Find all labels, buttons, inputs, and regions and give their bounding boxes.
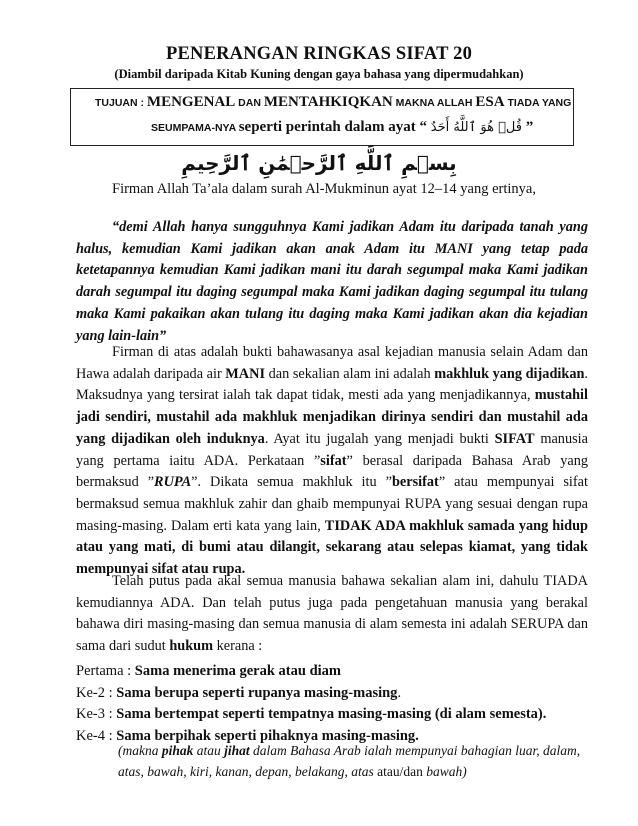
firman-paragraph [76, 342, 588, 581]
bismillah-calligraphy: بِسۡمِ ٱللَّهِ ٱلرَّحۡمَٰنِ ٱلرَّحِيمِ [181, 151, 457, 175]
paragraph-text: Telah putus pada akal semua manusia bahawa sekalian alam ini, dahulu TIADA kemudiannya ADA. Dan telah putus juga pada pengetahuan manusia yang berakal bahawa diri masing-masing dan semua manusia di alam semesta ini adalah SERUPA dan sama dari sudut [76, 573, 588, 655]
quote-text: “demi Allah hanya sungguhnya Kami jadikan Adam itu daripada tanah yang halus, kemudian Kami jadikan akan anak Adam itu MANI yang tetap pada ketetapannya kemudian Kami jadikan mani itu darah segumpal maka Kami jadikan darah segumpal itu daging segumpal maka Kami jadikan daging segumpal itu tulang maka Kami pakaikan akan tulang itu daging maka Kami jadikan akan dia kejadian yang lain-lain” [76, 219, 588, 344]
objective-label: TUJUAN : [95, 97, 147, 109]
objective-word-mentahkiqkan: MENTAHKIQKAN [263, 94, 393, 110]
paragraph-text: . Ayat itu jugalah yang menjadi bukti [264, 430, 495, 447]
bold-text: makhluk yang dijadikan [434, 365, 585, 382]
paragraph-text: ” atau mempunyai sifat bermaksud semua makhluk zahir dan ghaib mempunyai RUPA yang sesuai dengan rupa masing-masing. Dalam erti kata yang lain, [76, 474, 588, 534]
paragraph-text: manusia yang pertama iaitu ADA. Perkataan ” [76, 430, 588, 469]
objective-text-serif: seperti perintah dalam ayat “ [238, 119, 431, 135]
bold-text: hukum [169, 638, 214, 655]
note-bold-text: jihat [224, 743, 250, 758]
list-item [76, 704, 596, 726]
objective-box [70, 88, 574, 146]
list-item-text: Sama berpihak seperti pihaknya masing-masing. [116, 728, 419, 745]
bold-text: sifat [320, 452, 347, 469]
paragraph-text: ”. Dikata semua makhluk itu ” [191, 474, 392, 491]
objective-line-1 [95, 94, 571, 111]
list-item-prefix: Ke-2 : [76, 684, 117, 701]
list-item [76, 683, 596, 705]
objective-text: DAN [235, 97, 264, 109]
similarity-list [76, 661, 596, 748]
paragraph-text: ” berasal daripada Bahasa Arab yang bermaksud ” [76, 452, 588, 491]
paragraph-text: . Maksudnya yang tersirat ialah tak dapat tidak, mesti ada yang menjadikannya, [76, 365, 588, 404]
paragraph-text: dan sekalian alam ini adalah [265, 365, 435, 382]
list-item-prefix: Ke-4 : [76, 728, 117, 745]
objective-text: SEUMPAMA-NYA [151, 122, 239, 134]
quote-paragraph [76, 217, 588, 347]
list-item-text: Sama berupa seperti rupanya masing-masing [116, 684, 398, 701]
note-bold-text: pihak [161, 743, 194, 758]
objective-word-esa: ESA [475, 94, 505, 110]
bold-text: bersifat [391, 474, 439, 491]
intro-paragraph: Firman Allah Ta’ala dalam surah Al-Mukminun ayat 12–14 yang ertinya, [112, 181, 536, 197]
paragraph-text: Firman di atas adalah bukti bahawasanya asal kejadian manusia selain Adam dan Hawa adalah daripada air [76, 344, 588, 382]
objective-text: TIADA YANG [504, 97, 572, 109]
bold-text: TIDAK ADA makhluk samada yang hidup atau yang mati, di bumi atau dilangit, sekarang atau selepas kiamat, yang tidak mempunyai sifat atau rupa. [76, 517, 589, 578]
definition-note [118, 740, 588, 782]
document-title: PENERANGAN RINGKAS SIFAT 20 [165, 44, 473, 64]
closing-quote: ” [521, 119, 534, 135]
note-text: bawah) [422, 764, 467, 779]
note-plain-text: atau/dan [377, 764, 423, 779]
list-item-suffix: . [397, 684, 402, 701]
list-item-prefix: Ke-3 : [76, 706, 117, 723]
list-item-prefix: Pertama : [76, 663, 135, 679]
paragraph-text: kerana : [213, 638, 263, 655]
bold-text: mustahil jadi sendiri, mustahil ada makhluk menjadikan dirinya sendiri dan mustahil ada yang dijadikan oleh induknya [76, 387, 588, 447]
bold-italic-text: RUPA [154, 474, 192, 491]
list-item-text: Sama menerima gerak atau diam [134, 663, 341, 679]
objective-line-2 [151, 119, 533, 136]
telah-paragraph [76, 571, 588, 658]
objective-text: MAKNA ALLAH [392, 97, 476, 109]
bold-text: MANI [225, 365, 266, 382]
objective-word-mengenal: MENGENAL [146, 94, 236, 110]
document-subtitle: (Diambil daripada Kitab Kuning dengan gaya bahasa yang dipermudahkan) [114, 67, 524, 81]
note-text: dalam Bahasa Arab ialah mempunyai bahagian luar, dalam, atas, bawah, kiri, kanan, depan, belakang, atas [118, 743, 581, 779]
note-text: atau [193, 743, 225, 758]
arabic-verse: قُلۡ هُوَ ٱللَّهُ أَحَدٌ [430, 120, 522, 135]
list-item-text: Sama bertempat seperti tempatnya masing-masing (di alam semesta). [116, 706, 547, 723]
bold-text: SIFAT [494, 430, 535, 447]
list-item [76, 661, 596, 683]
note-text: (makna [118, 743, 162, 758]
